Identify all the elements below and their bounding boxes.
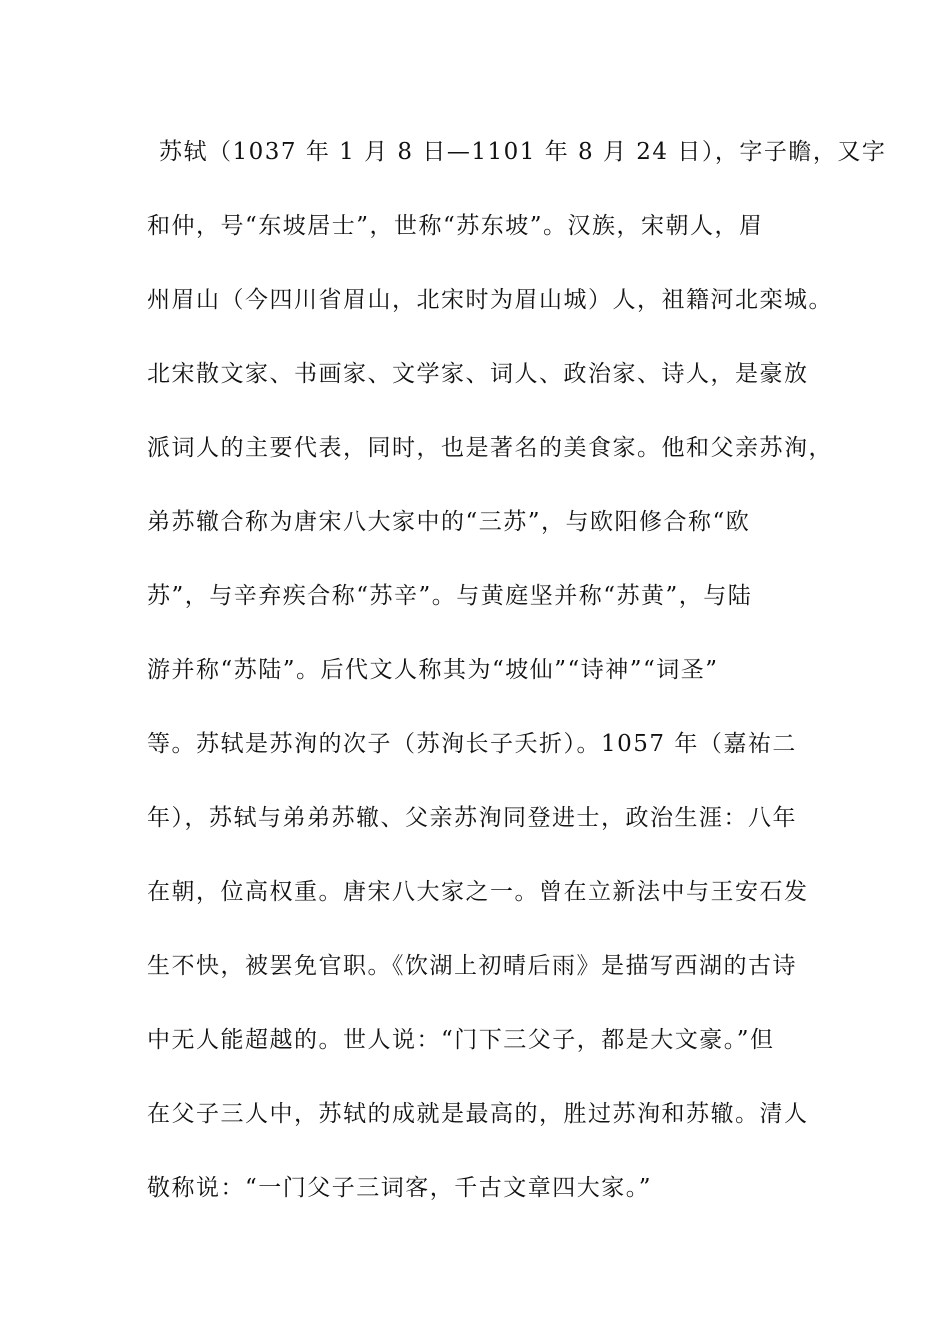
- paragraph-line: 苏轼（1037 年 1 月 8 日—1101 年 8 月 24 日），字子瞻，又字: [159, 139, 887, 165]
- biography-paragraph: [147, 134, 887, 1244]
- paragraph-line: 和仲，号“东坡居士”，世称“苏东坡”。汉族，宋朝人，眉: [147, 213, 764, 239]
- paragraph-line: 在父子三人中，苏轼的成就是最高的，胜过苏洵和苏辙。清人: [147, 1101, 809, 1127]
- paragraph-line: 等。苏轼是苏洵的次子（苏洵长子夭折）。1057 年（嘉祐二: [147, 731, 797, 757]
- paragraph-line: 苏”，与辛弃疾合称“苏辛”。与黄庭坚并称“苏黄”，与陆: [147, 583, 753, 609]
- paragraph-line: 生不快，被罢免官职。《饮湖上初晴后雨》是描写西湖的古诗: [147, 953, 797, 979]
- paragraph-line: 中无人能超越的。世人说：“门下三父子，都是大文豪。”但: [147, 1027, 775, 1053]
- paragraph-line: 北宋散文家、书画家、文学家、词人、政治家、诗人，是豪放: [147, 361, 809, 387]
- paragraph-line: 弟苏辙合称为唐宋八大家中的“三苏”，与欧阳修合称“欧: [147, 509, 751, 535]
- paragraph-line: 州眉山（今四川省眉山，北宋时为眉山城）人，祖籍河北栾城。: [147, 287, 833, 313]
- paragraph-line: 游并称“苏陆”。后代文人称其为“坡仙”“诗神”“词圣”: [147, 657, 719, 683]
- paragraph-line: 派词人的主要代表，同时，也是著名的美食家。他和父亲苏洵，: [147, 435, 833, 461]
- paragraph-line: 敬称说：“一门父子三词客，千古文章四大家。”: [147, 1175, 653, 1201]
- paragraph-line: 在朝，位高权重。唐宋八大家之一。曾在立新法中与王安石发: [147, 879, 809, 905]
- paragraph-line: 年），苏轼与弟弟苏辙、父亲苏洵同登进士，政治生涯：八年: [147, 805, 797, 831]
